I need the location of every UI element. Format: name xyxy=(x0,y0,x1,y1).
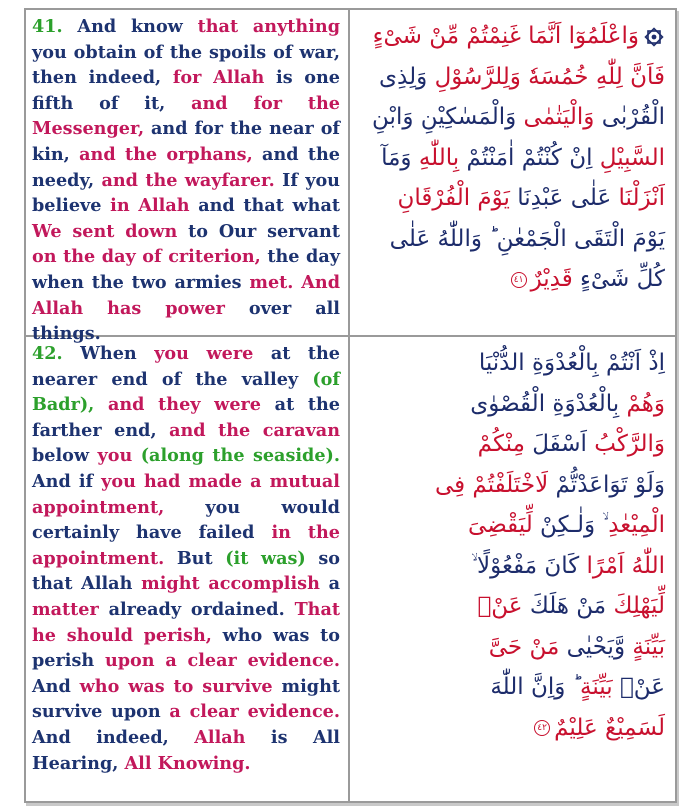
english-segment: who was to perish xyxy=(32,624,341,672)
arabic-segment: بَيِّنَةٍ xyxy=(580,674,613,700)
arabic-segment: فَاَنَّ لِلّٰهِ خُمُسَهٗ وَلِلرَّسُوْلِ xyxy=(434,63,665,90)
arabic-segment: السَّبِيْلِ xyxy=(599,144,665,171)
arabic-line xyxy=(362,708,665,749)
arabic-line xyxy=(362,138,665,179)
english-segment: And know xyxy=(62,16,198,37)
english-translation-42 xyxy=(26,337,350,801)
english-segment: who was to survive xyxy=(79,675,273,697)
english-segment: That he should perish, xyxy=(32,598,340,646)
ornament-icon xyxy=(643,26,665,48)
arabic-line xyxy=(362,586,665,627)
arabic-segment: وَالرَّكْبُ xyxy=(594,431,665,457)
arabic-segment: بِاللّٰهِ xyxy=(418,144,460,171)
english-segment: and they were xyxy=(94,394,261,416)
arabic-segment: وَمَآ xyxy=(381,144,419,171)
arabic-segment: وَلِذِى xyxy=(379,63,435,90)
arabic-segment: عَلٰى عَبْدِنَا xyxy=(509,185,619,211)
english-segment: When xyxy=(62,343,155,364)
verse-number: 41. xyxy=(32,16,63,37)
arabic-segment: لَاخْتَلَفْتُمْ فِى xyxy=(434,471,556,498)
arabic-segment: وَّيَحْيٰى xyxy=(559,633,633,660)
verse-row-42 xyxy=(26,337,675,801)
arabic-line xyxy=(362,505,665,546)
arabic-segment: اَسْفَلَ xyxy=(524,431,595,457)
english-segment: and the caravan xyxy=(169,419,340,441)
arabic-segment: اِنْ كُنْتُمْ اٰمَنْتُمْ xyxy=(459,144,600,171)
english-segment: on the day of criterion, xyxy=(32,246,261,268)
arabic-segment: لِّيَقْضِىَ xyxy=(468,512,533,538)
arabic-segment: كُلِّ شَىْءٍ xyxy=(572,266,665,292)
english-segment: a xyxy=(319,573,340,595)
arabic-line xyxy=(362,16,665,57)
arabic-segment: ؕ وَاِنَّ اللّٰهَ xyxy=(490,674,581,700)
english-segment: you obtain of the spoils of war, then indeed, xyxy=(32,41,340,89)
verse-row-41 xyxy=(26,10,675,345)
arabic-line xyxy=(362,465,665,506)
arabic-segment: الْقُرْبٰى xyxy=(594,104,665,130)
arabic-line xyxy=(362,178,665,219)
arabic-segment: مَنْ هَلَكَ xyxy=(522,593,614,619)
english-text xyxy=(32,16,340,344)
verse-number: 42. xyxy=(32,343,63,364)
english-segment: the day when the two armies xyxy=(32,246,340,293)
english-segment: and for the near of kin, xyxy=(32,118,340,165)
english-segment: Allah xyxy=(194,726,246,748)
ayah-end-marker: ٤٢ xyxy=(534,720,550,736)
english-segment: that anything xyxy=(197,16,341,37)
english-segment: already ordained. xyxy=(98,598,295,620)
arabic-segment: الْمِيْعٰدِ xyxy=(608,512,665,538)
english-segment: is All Hearing, xyxy=(32,726,340,774)
arabic-segment: اِذْ اَنْتُمْ بِالْعُدْوَةِ الدُّنْيَا xyxy=(478,350,665,376)
arabic-segment: بِالْعُدْوَةِ الْقُصْوٰى xyxy=(470,390,627,417)
english-segment: in Allah xyxy=(110,195,190,217)
arabic-segment: بَيِّنَةٍ xyxy=(632,633,665,660)
english-segment: below xyxy=(32,445,98,467)
arabic-line xyxy=(362,546,665,587)
english-segment: and the wayfarer. xyxy=(101,169,275,191)
english-segment: (along the seaside). xyxy=(132,445,340,467)
english-segment: to Our servant xyxy=(177,220,340,242)
arabic-line xyxy=(362,57,665,98)
english-segment: And xyxy=(32,675,80,697)
arabic-segment: مِنْكُمْ xyxy=(477,431,525,457)
english-segment: a clear evidence. xyxy=(169,701,340,723)
arabic-segment: يَوْمَ الْفُرْقَانِ xyxy=(397,185,510,211)
arabic-segment: ۙ وَلٰـكِنْ xyxy=(532,512,609,538)
arabic-segment: كَانَ مَفْعُوْلًا ۙ xyxy=(471,552,587,579)
arabic-line xyxy=(362,384,665,425)
english-segment: (it was) xyxy=(225,547,306,569)
arabic-line xyxy=(362,259,665,300)
english-segment: in the appointment. xyxy=(32,522,340,569)
english-segment: at the farther end, xyxy=(32,394,340,441)
english-segment: you xyxy=(97,445,133,467)
arabic-segment: يَوْمَ الْتَقَى الْجَمْعٰنِ ؕ وَاللّٰهُ عَلٰى xyxy=(389,225,665,252)
arabic-segment: وَالْمَسٰكِيْنِ وَابْنِ xyxy=(372,104,524,130)
arabic-segment: وَالْيَتٰمٰى xyxy=(523,104,595,130)
english-segment: upon a clear evidence. xyxy=(104,650,340,672)
arabic-segment: وَلَوْ تَوَاعَدْتُّمْ xyxy=(555,471,665,498)
arabic-segment: عَنْۢ xyxy=(612,674,665,700)
english-segment: and the orphans, xyxy=(79,143,253,165)
arabic-line xyxy=(362,97,665,138)
english-segment: you were xyxy=(154,343,254,364)
english-segment: But xyxy=(164,547,226,569)
arabic-line xyxy=(362,424,665,465)
english-segment: you had made a mutual appointment, xyxy=(32,470,340,518)
english-segment: (of Badr), xyxy=(32,368,340,416)
arabic-line xyxy=(362,343,665,384)
english-segment: If you believe xyxy=(32,169,340,217)
english-segment: over all things. xyxy=(32,297,340,345)
english-segment: might survive upon xyxy=(32,675,340,723)
english-segment: We sent down xyxy=(32,220,178,242)
english-segment: All Knowing. xyxy=(124,752,251,774)
english-segment: at the nearer end of the valley xyxy=(32,343,340,390)
english-segment: And indeed, xyxy=(32,726,195,748)
arabic-segment: لِّيَهْلِكَ xyxy=(613,593,665,619)
english-segment: and that what xyxy=(189,195,341,217)
english-text xyxy=(32,343,340,774)
arabic-segment: اَنْزَلْنَا xyxy=(618,185,665,211)
english-segment: might accomplish xyxy=(141,573,320,595)
arabic-segment: وَهُمْ xyxy=(626,390,665,417)
arabic-text-42 xyxy=(350,337,675,801)
arabic-segment: وَاعْلَمُوٓا اَنَّمَا غَنِمْتُمْ مِّنْ شَىْءٍ xyxy=(372,23,639,49)
english-segment: met. And Allah has power xyxy=(32,271,340,319)
english-segment: And if xyxy=(32,470,102,492)
arabic-line xyxy=(362,667,665,708)
english-segment: is one fifth of it, xyxy=(32,67,340,114)
english-segment: for Allah xyxy=(172,67,265,89)
english-segment: matter xyxy=(32,598,99,620)
arabic-segment: مَنْ حَىَّ xyxy=(488,633,560,660)
english-segment: and for the Messenger, xyxy=(32,92,340,140)
english-segment: you would certainly have failed xyxy=(32,496,340,544)
verse-table xyxy=(24,8,677,803)
arabic-text-41 xyxy=(350,10,675,335)
arabic-segment: قَدِيْرٌ xyxy=(530,266,573,292)
arabic-segment: اللّٰهُ اَمْرًا xyxy=(586,552,665,579)
arabic-line xyxy=(362,627,665,668)
english-segment: so that Allah xyxy=(32,547,340,595)
arabic-line xyxy=(362,219,665,260)
english-translation-41 xyxy=(26,10,350,345)
ayah-end-marker: ٤١ xyxy=(511,272,527,288)
english-segment: and the needy, xyxy=(32,143,340,191)
arabic-segment: لَسَمِيْعٌ عَلِيْمٌ xyxy=(554,714,665,741)
arabic-segment: عَنْۢ xyxy=(477,593,523,619)
